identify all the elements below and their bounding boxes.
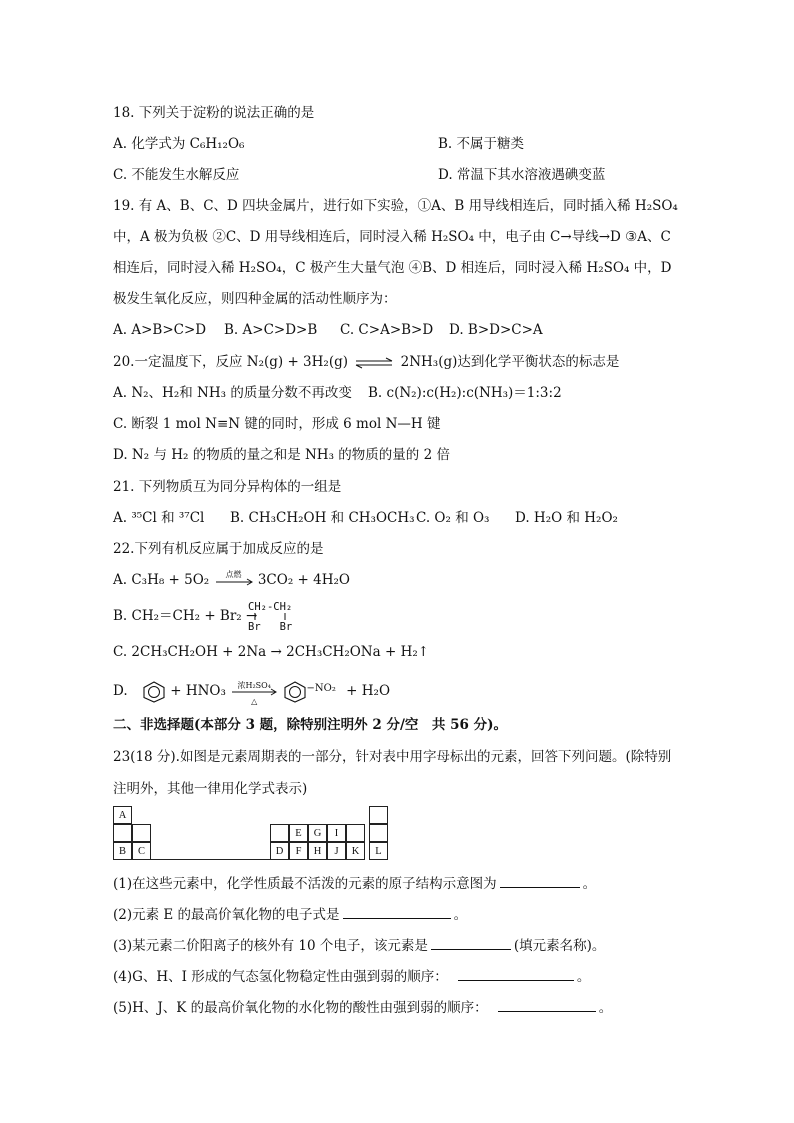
q22-a-reactants: A. C₃H₈ + 5O₂ [113,572,210,588]
q20-option-d: D. N₂ 与 H₂ 的物质的量之和是 NH₃ 的物质的量的 2 倍 [113,447,450,463]
q23-part2 [113,905,467,924]
q23-part2-text: (2)元素 E 的最高价氧化物的电子式是 [113,907,340,923]
q22-d-products: + H₂O [346,683,391,699]
q21-stem: 21. 下列物质互为同分异构体的一组是 [113,479,342,495]
pt-cell-a: A [113,806,132,824]
q23-part5 [113,998,612,1017]
pt-cell-empty [132,824,151,842]
q21-option-c: C. O₂ 和 O₃ [416,510,490,526]
pt-cell-empty [346,824,365,842]
pt-cell-f: F [289,842,308,860]
q18-stem: 18. 下列关于淀粉的说法正确的是 [113,105,315,121]
q19-option-d: D. B>D>C>A [449,322,543,338]
answer-blank-5[interactable] [498,998,596,1012]
answer-blank-1[interactable] [500,874,580,888]
q23-part3-end: (填元素名称)。 [513,938,606,954]
q18-option-d: D. 常温下其水溶液遇碘变蓝 [438,167,606,183]
q19-line3: 相连后，同时浸入稀 H₂SO₄，C 极产生大量气泡 ④B、D 相连后，同时浸入稀 H₂SO₄ 中，D [113,260,672,276]
right-arrow-icon [214,572,254,590]
benzene-ring-icon [142,681,166,703]
nitro-group-label: NO₂ [314,683,336,694]
q23-part5-end: 。 [598,1000,613,1016]
q20-option-b: B. c(N₂):c(H₂):c(NH₃)＝1:3:2 [368,385,562,401]
bond-lines-icon [248,613,298,621]
pt-cell-l: L [369,842,388,860]
equilibrium-arrow-icon [354,357,394,369]
q23-part3 [113,936,605,955]
q23-part1 [113,874,596,893]
q18-option-b: B. 不属于糖类 [438,136,525,152]
q22-option-d [113,680,391,706]
q23-part1-end: 。 [582,876,597,892]
q19-option-b: B. A>C>D>B [224,322,318,338]
pt-cell-g: G [308,824,327,842]
q23-part4-end: 。 [576,969,591,985]
q22-stem: 22.下列有机反应属于加成反应的是 [113,541,324,557]
pt-cell-empty [369,824,388,842]
q20-stem-pre: 20.一定温度下，反应 N₂(g) + 3H₂(g) [113,354,349,370]
q23-part2-end: 。 [453,907,468,923]
q22-d-reagent: + HNO₃ [170,683,226,699]
q21-option-a: A. ³⁵Cl 和 ³⁷Cl [113,510,205,526]
q22-option-a [113,571,350,590]
q23-part3-text: (3)某元素二价阳离子的核外有 10 个电子，该元素是 [113,938,428,954]
q20-option-a: A. N₂、H₂和 NH₃ 的质量分数不再改变 [113,385,352,401]
pt-cell-i: I [327,824,346,842]
pt-cell-e: E [289,824,308,842]
pt-cell-h: H [308,842,327,860]
q22-d-condition-top: 浓H₂SO₄ [237,680,271,690]
q19-option-c: C. C>A>B>D [340,322,434,338]
q21-option-b: B. CH₃CH₂OH 和 CH₃OCH₃ [230,510,415,526]
q20-stem [113,353,619,371]
q19-line2: 中，A 极为负极 ②C、D 用导线相连后，同时浸入稀 H₂SO₄ 中，电子由 C→导线→D ③A、C [113,229,671,245]
q22-option-c: C. 2CH₃CH₂OH + 2Na → 2CH₃CH₂ONa + H₂↑ [113,644,430,660]
q18-option-a: A. 化学式为 C₆H₁₂O₆ [113,136,245,152]
pt-cell-empty [369,806,388,824]
pt-cell-empty [113,824,132,842]
q23-part4 [113,967,590,986]
q20-option-c: C. 断裂 1 mol N≡N 键的同时，形成 6 mol N—H 键 [113,416,441,432]
q23-part4-text: (4)G、H、I 形成的气态氢化物稳定性由强到弱的顺序： [113,969,448,985]
q23-line1: 23(18 分).如图是元素周期表的一部分，针对表中用字母标出的元素，回答下列问题。(除特别 [113,749,672,765]
pt-cell-c: C [132,842,151,860]
q21-option-d: D. H₂O 和 H₂O₂ [515,510,618,526]
reaction-arrow [214,569,254,590]
pt-cell-j: J [327,842,346,860]
q23-line2: 注明外，其他一律用化学式表示) [113,781,308,797]
q22-a-condition: 点燃 [225,569,242,579]
q20-stem-post: 2NH₃(g)达到化学平衡状态的标志是 [400,354,620,370]
pt-cell-k: K [346,842,365,860]
pt-gap-line [151,859,270,860]
q19-option-a: A. A>B>C>D [113,322,207,338]
q23-part1-text: (1)在这些元素中，化学性质最不活泼的元素的原子结构示意图为 [113,876,497,892]
q22-b-struct-bottom: Br Br [248,621,293,633]
q19-line1: 19. 有 A、B、C、D 四块金属片，进行如下实验，①A、B 用导线相连后，同时插入稀 H₂SO₄ [113,198,678,214]
answer-blank-4[interactable] [458,967,574,981]
q22-b-struct-top: CH₂-CH₂ [248,601,293,613]
q23-part5-text: (5)H、J、K 的最高价氧化物的水化物的酸性由强到弱的顺序： [113,1000,488,1016]
pt-cell-b: B [113,842,132,860]
q22-d-label: D. [113,683,128,699]
reaction-arrow-d [230,680,278,706]
q22-a-products: 3CO₂ + 4H₂O [257,572,350,588]
answer-blank-2[interactable] [343,905,451,919]
q22-d-substituent: −NO₂ [306,683,336,694]
section2-title: 二、非选择题(本部分 3 题，除特别注明外 2 分/空 共 56 分)。 [113,717,507,733]
pt-cell-d: D [270,842,289,860]
q18-option-c: C. 不能发生水解反应 [113,167,240,183]
nitrobenzene-ring-icon [283,681,307,703]
answer-blank-3[interactable] [431,936,511,950]
q22-d-condition-bottom: △ [251,696,258,706]
pt-cell-empty [270,824,289,842]
q22-option-b: B. CH₂＝CH₂ + Br₂ → [113,608,258,624]
q19-line4: 极发生氧化反应，则四种金属的活动性顺序为： [113,291,397,307]
